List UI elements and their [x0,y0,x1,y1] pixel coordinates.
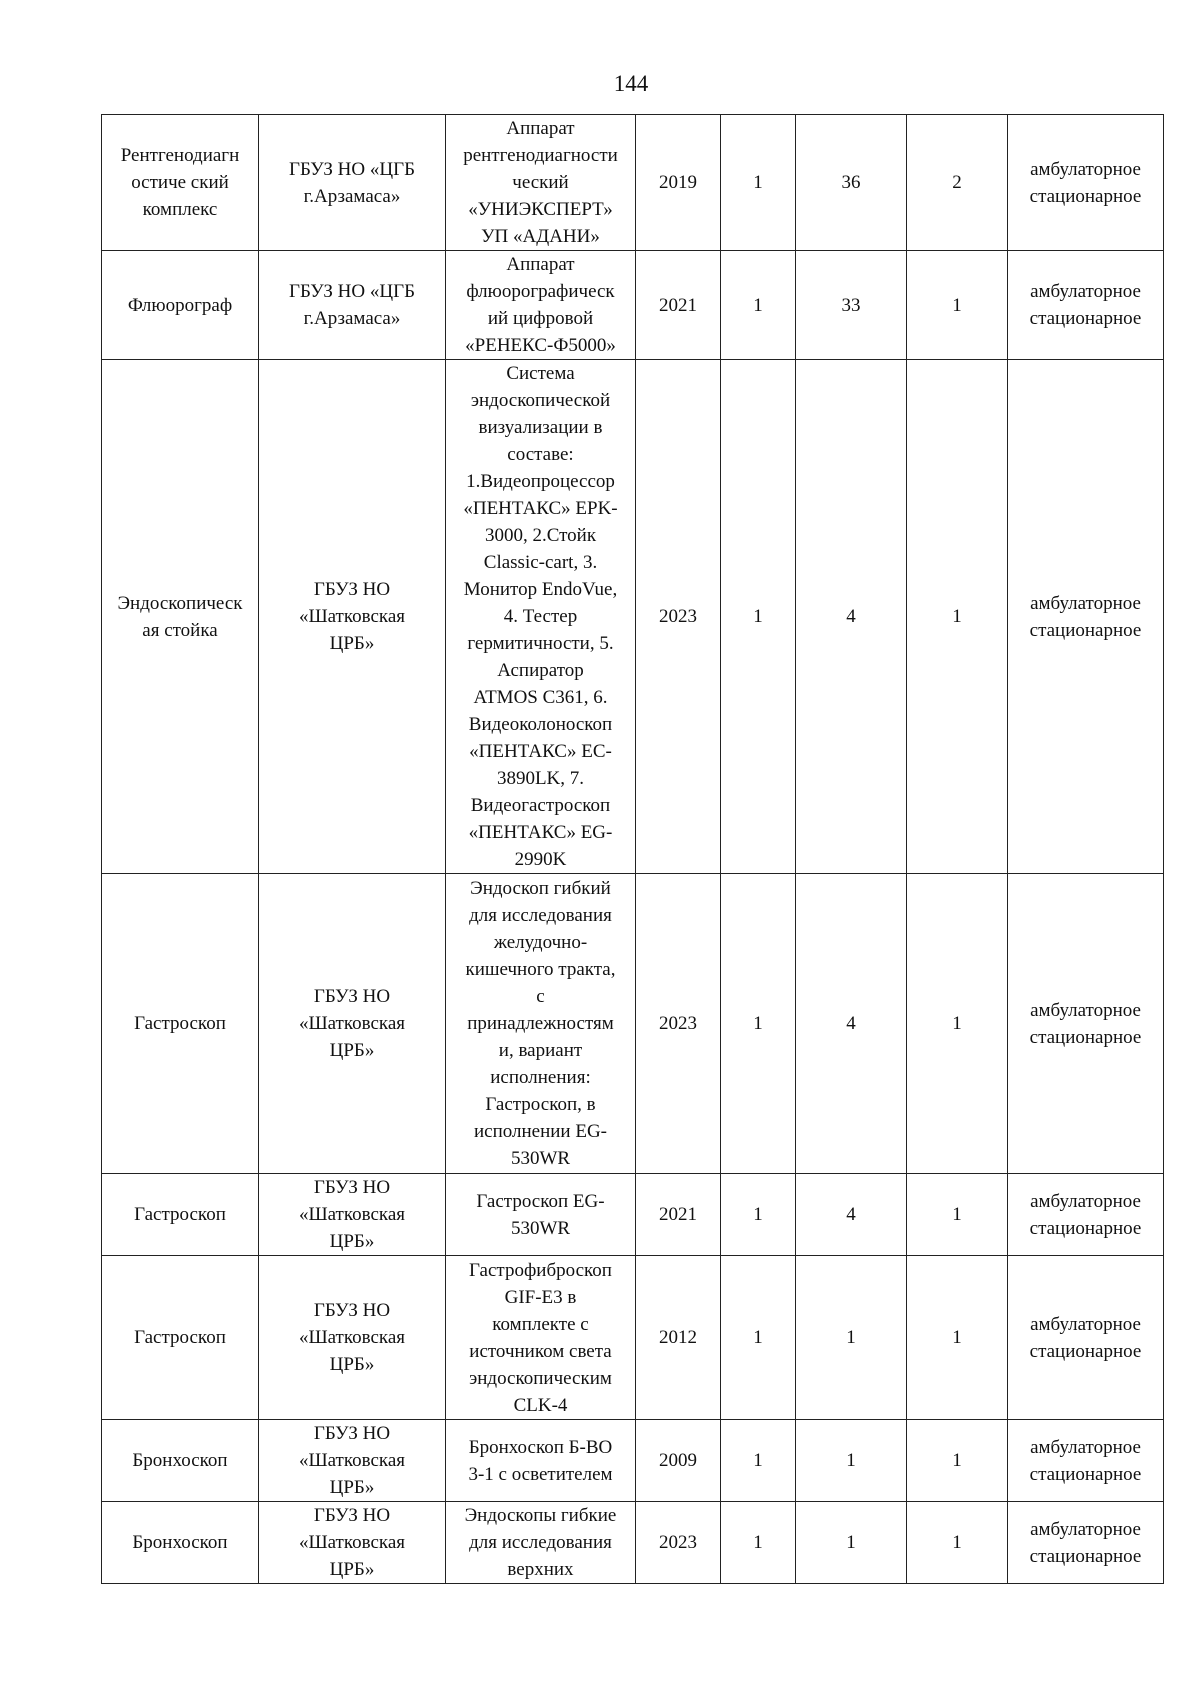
equipment-table-body [102,115,1164,1584]
cell-line: верхних [507,1559,574,1580]
shifts-cell: 1 [907,360,1008,874]
cell-line: стационарное [1029,1463,1142,1485]
wear-cell: 4 [796,874,907,1174]
cell-line: ГБУЗ НО «ЦГБ [288,281,415,302]
cell-line: источником света [469,1340,612,1362]
cell-line: Аспиратор [497,660,584,681]
cell-line: УП «АДАНИ» [481,226,600,247]
page-number: 144 [613,71,649,96]
year-cell: 2021 [636,1174,721,1256]
cell-line: Бронхоскоп [132,1532,228,1553]
quantity-cell: 1 [721,360,796,874]
organization-cell [259,251,446,360]
cell-line: ЦРБ» [329,1477,375,1498]
shifts-cell: 1 [907,1502,1008,1584]
table-row [102,1174,1164,1256]
quantity-cell: 1 [721,251,796,360]
table-row [102,1420,1164,1502]
year-cell: 2023 [636,874,721,1174]
cell-line: амбулаторное [1030,1436,1141,1458]
equipment-type-cell [102,115,259,251]
table-row [102,1256,1164,1420]
cell-line: ЦРБ» [329,1559,375,1580]
equipment-model-cell [446,874,636,1174]
cell-line: г.Арзамаса» [303,185,401,207]
year-cell: 2019 [636,115,721,251]
equipment-model-cell [446,1420,636,1502]
equipment-model-cell [446,1502,636,1584]
cell-line: «ПЕНТАКС» EC- [469,741,612,762]
cell-line: Флюорограф [127,294,233,316]
cell-line: комплекс [142,199,218,220]
year-cell: 2009 [636,1420,721,1502]
cell-line: флюорографическ [466,281,615,302]
organization-cell [259,874,446,1174]
quantity-cell: 1 [721,1174,796,1256]
cell-line: ГБУЗ НО [313,1505,391,1526]
organization-cell [259,1502,446,1584]
usage-cell [1008,115,1164,251]
cell-line: «Шатковская [298,1204,406,1225]
table-row [102,360,1164,874]
cell-line: Гастроскоп [134,1013,226,1034]
cell-line: «Шатковская [298,606,406,627]
equipment-model-cell [446,1174,636,1256]
equipment-type-cell [102,1502,259,1584]
cell-line: визуализации в [478,417,603,438]
wear-cell: 36 [796,115,907,251]
usage-cell [1008,1174,1164,1256]
cell-line: 3890LK, 7. [496,768,585,789]
equipment-type-cell [102,1256,259,1420]
cell-line: ГБУЗ НО «ЦГБ [288,158,415,180]
cell-line: Монитор EndoVue, [463,579,618,600]
cell-line: стационарное [1029,1545,1142,1567]
cell-line: стационарное [1029,185,1142,207]
usage-cell [1008,360,1164,874]
quantity-cell: 1 [721,1420,796,1502]
cell-line: комплекте с [492,1313,589,1335]
cell-line: Эндоскоп гибкий [470,878,611,899]
wear-cell: 1 [796,1420,907,1502]
cell-line: «Шатковская [298,1327,406,1348]
cell-line: стационарное [1029,619,1142,641]
organization-cell [259,1174,446,1256]
cell-line: Эндоскопическ [117,592,243,614]
cell-line: 530WR [510,1148,571,1169]
cell-line: Видеогастроскоп [470,795,611,816]
shifts-cell: 1 [907,1256,1008,1420]
wear-cell: 1 [796,1502,907,1584]
cell-line: исполнения: [490,1067,591,1088]
cell-line: GIF-E3 в [504,1286,577,1308]
organization-cell [259,115,446,251]
cell-line: Classic-cart, 3. [483,552,598,573]
year-cell: 2023 [636,1502,721,1584]
equipment-type-cell [102,874,259,1174]
cell-line: Гастроскоп [134,1204,226,1225]
cell-line: Бронхоскоп Б-ВО [468,1436,613,1458]
cell-line: ая стойка [142,619,218,641]
wear-cell: 1 [796,1256,907,1420]
cell-line: 3000, 2.Стойк [484,525,597,546]
cell-line: гермитичности, 5. [467,633,614,654]
cell-line: «Шатковская [298,1013,406,1034]
cell-line: ГБУЗ НО [313,1177,391,1198]
cell-line: рентгенодиагности [463,145,618,166]
cell-line: ATMOS C361, 6. [473,687,608,708]
cell-line: кишечного тракта, [465,959,616,980]
shifts-cell: 2 [907,115,1008,251]
cell-line: Гастроскоп EG- [476,1190,605,1212]
cell-line: ий цифровой [487,308,594,329]
cell-line: Гастрофиброскоп [469,1259,612,1281]
cell-line: 2990K [514,849,567,870]
wear-cell: 33 [796,251,907,360]
cell-line: «ПЕНТАКС» EG- [468,822,613,843]
usage-cell [1008,1256,1164,1420]
table-row [102,251,1164,360]
cell-line: ЦРБ» [329,1354,375,1375]
table-row [102,874,1164,1174]
cell-line: Гастроскоп [134,1327,226,1348]
table-row [102,115,1164,251]
year-cell: 2023 [636,360,721,874]
usage-cell [1008,874,1164,1174]
cell-line: ЦРБ» [329,1040,375,1061]
cell-line: Рентгенодиагн [120,145,240,166]
equipment-type-cell [102,360,259,874]
cell-line: с [536,986,545,1007]
cell-line: амбулаторное [1030,1190,1141,1212]
cell-line: составе: [507,444,574,465]
cell-line: ГБУЗ НО [313,1300,391,1321]
cell-line: желудочно- [493,932,588,953]
cell-line: принадлежностям [467,1013,614,1034]
cell-line: «УНИЭКСПЕРТ» [468,199,613,220]
cell-line: и, вариант [498,1040,583,1061]
cell-line: «Шатковская [298,1532,406,1553]
wear-cell: 4 [796,360,907,874]
cell-line: исполнении EG- [473,1121,607,1142]
cell-line: стационарное [1029,308,1142,329]
shifts-cell: 1 [907,1174,1008,1256]
cell-line: г.Арзамаса» [303,308,401,329]
cell-line: 4. Тестер [503,606,578,627]
cell-line: Аппарат [506,254,575,275]
cell-line: 530WR [510,1217,571,1239]
cell-line: ГБУЗ НО [313,579,391,600]
equipment-model-cell [446,1256,636,1420]
organization-cell [259,1420,446,1502]
shifts-cell: 1 [907,251,1008,360]
cell-line: амбулаторное [1030,1518,1141,1540]
cell-line: ГБУЗ НО [313,986,391,1007]
cell-line: «Шатковская [298,1450,406,1471]
cell-line: амбулаторное [1030,592,1141,614]
cell-line: Гастроскоп, в [485,1094,596,1115]
cell-line: остиче ский [131,172,229,193]
year-cell: 2012 [636,1256,721,1420]
quantity-cell: 1 [721,1502,796,1584]
cell-line: эндоскопическим [469,1367,612,1389]
cell-line: для исследования [469,905,612,926]
organization-cell [259,360,446,874]
usage-cell [1008,1420,1164,1502]
equipment-model-cell [446,251,636,360]
equipment-model-cell [446,360,636,874]
cell-line: «РЕНЕКС-Ф5000» [465,335,616,356]
cell-line: Система [506,363,575,384]
year-cell: 2021 [636,251,721,360]
quantity-cell: 1 [721,1256,796,1420]
equipment-type-cell [102,1420,259,1502]
cell-line: Бронхоскоп [132,1450,228,1471]
cell-line: «ПЕНТАКС» EPK- [463,498,618,519]
equipment-type-cell [102,1174,259,1256]
quantity-cell: 1 [721,115,796,251]
cell-line: ЦРБ» [329,1231,375,1252]
cell-line: ческий [512,172,569,193]
shifts-cell: 1 [907,874,1008,1174]
cell-line: эндоскопической [470,390,611,411]
usage-cell [1008,251,1164,360]
shifts-cell: 1 [907,1420,1008,1502]
cell-line: амбулаторное [1030,1313,1141,1335]
cell-line: амбулаторное [1030,999,1141,1021]
cell-line: CLK-4 [513,1394,568,1416]
cell-line: для исследования [469,1532,612,1553]
quantity-cell: 1 [721,874,796,1174]
cell-line: стационарное [1029,1026,1142,1048]
cell-line: Эндоскопы гибкие [464,1505,617,1526]
cell-line: 1.Видеопроцессор [466,471,615,492]
equipment-table [101,114,1164,1584]
cell-line: амбулаторное [1030,281,1141,302]
wear-cell: 4 [796,1174,907,1256]
cell-line: Аппарат [506,118,575,139]
cell-line: ГБУЗ НО [313,1423,391,1444]
cell-line: стационарное [1029,1340,1142,1362]
usage-cell [1008,1502,1164,1584]
cell-line: стационарное [1029,1217,1142,1239]
cell-line: амбулаторное [1030,158,1141,180]
table-row [102,1502,1164,1584]
cell-line: 3-1 с осветителем [468,1463,613,1485]
cell-line: ЦРБ» [329,633,375,654]
organization-cell [259,1256,446,1420]
equipment-model-cell [446,115,636,251]
equipment-type-cell [102,251,259,360]
cell-line: Видеоколоноскоп [468,714,613,735]
